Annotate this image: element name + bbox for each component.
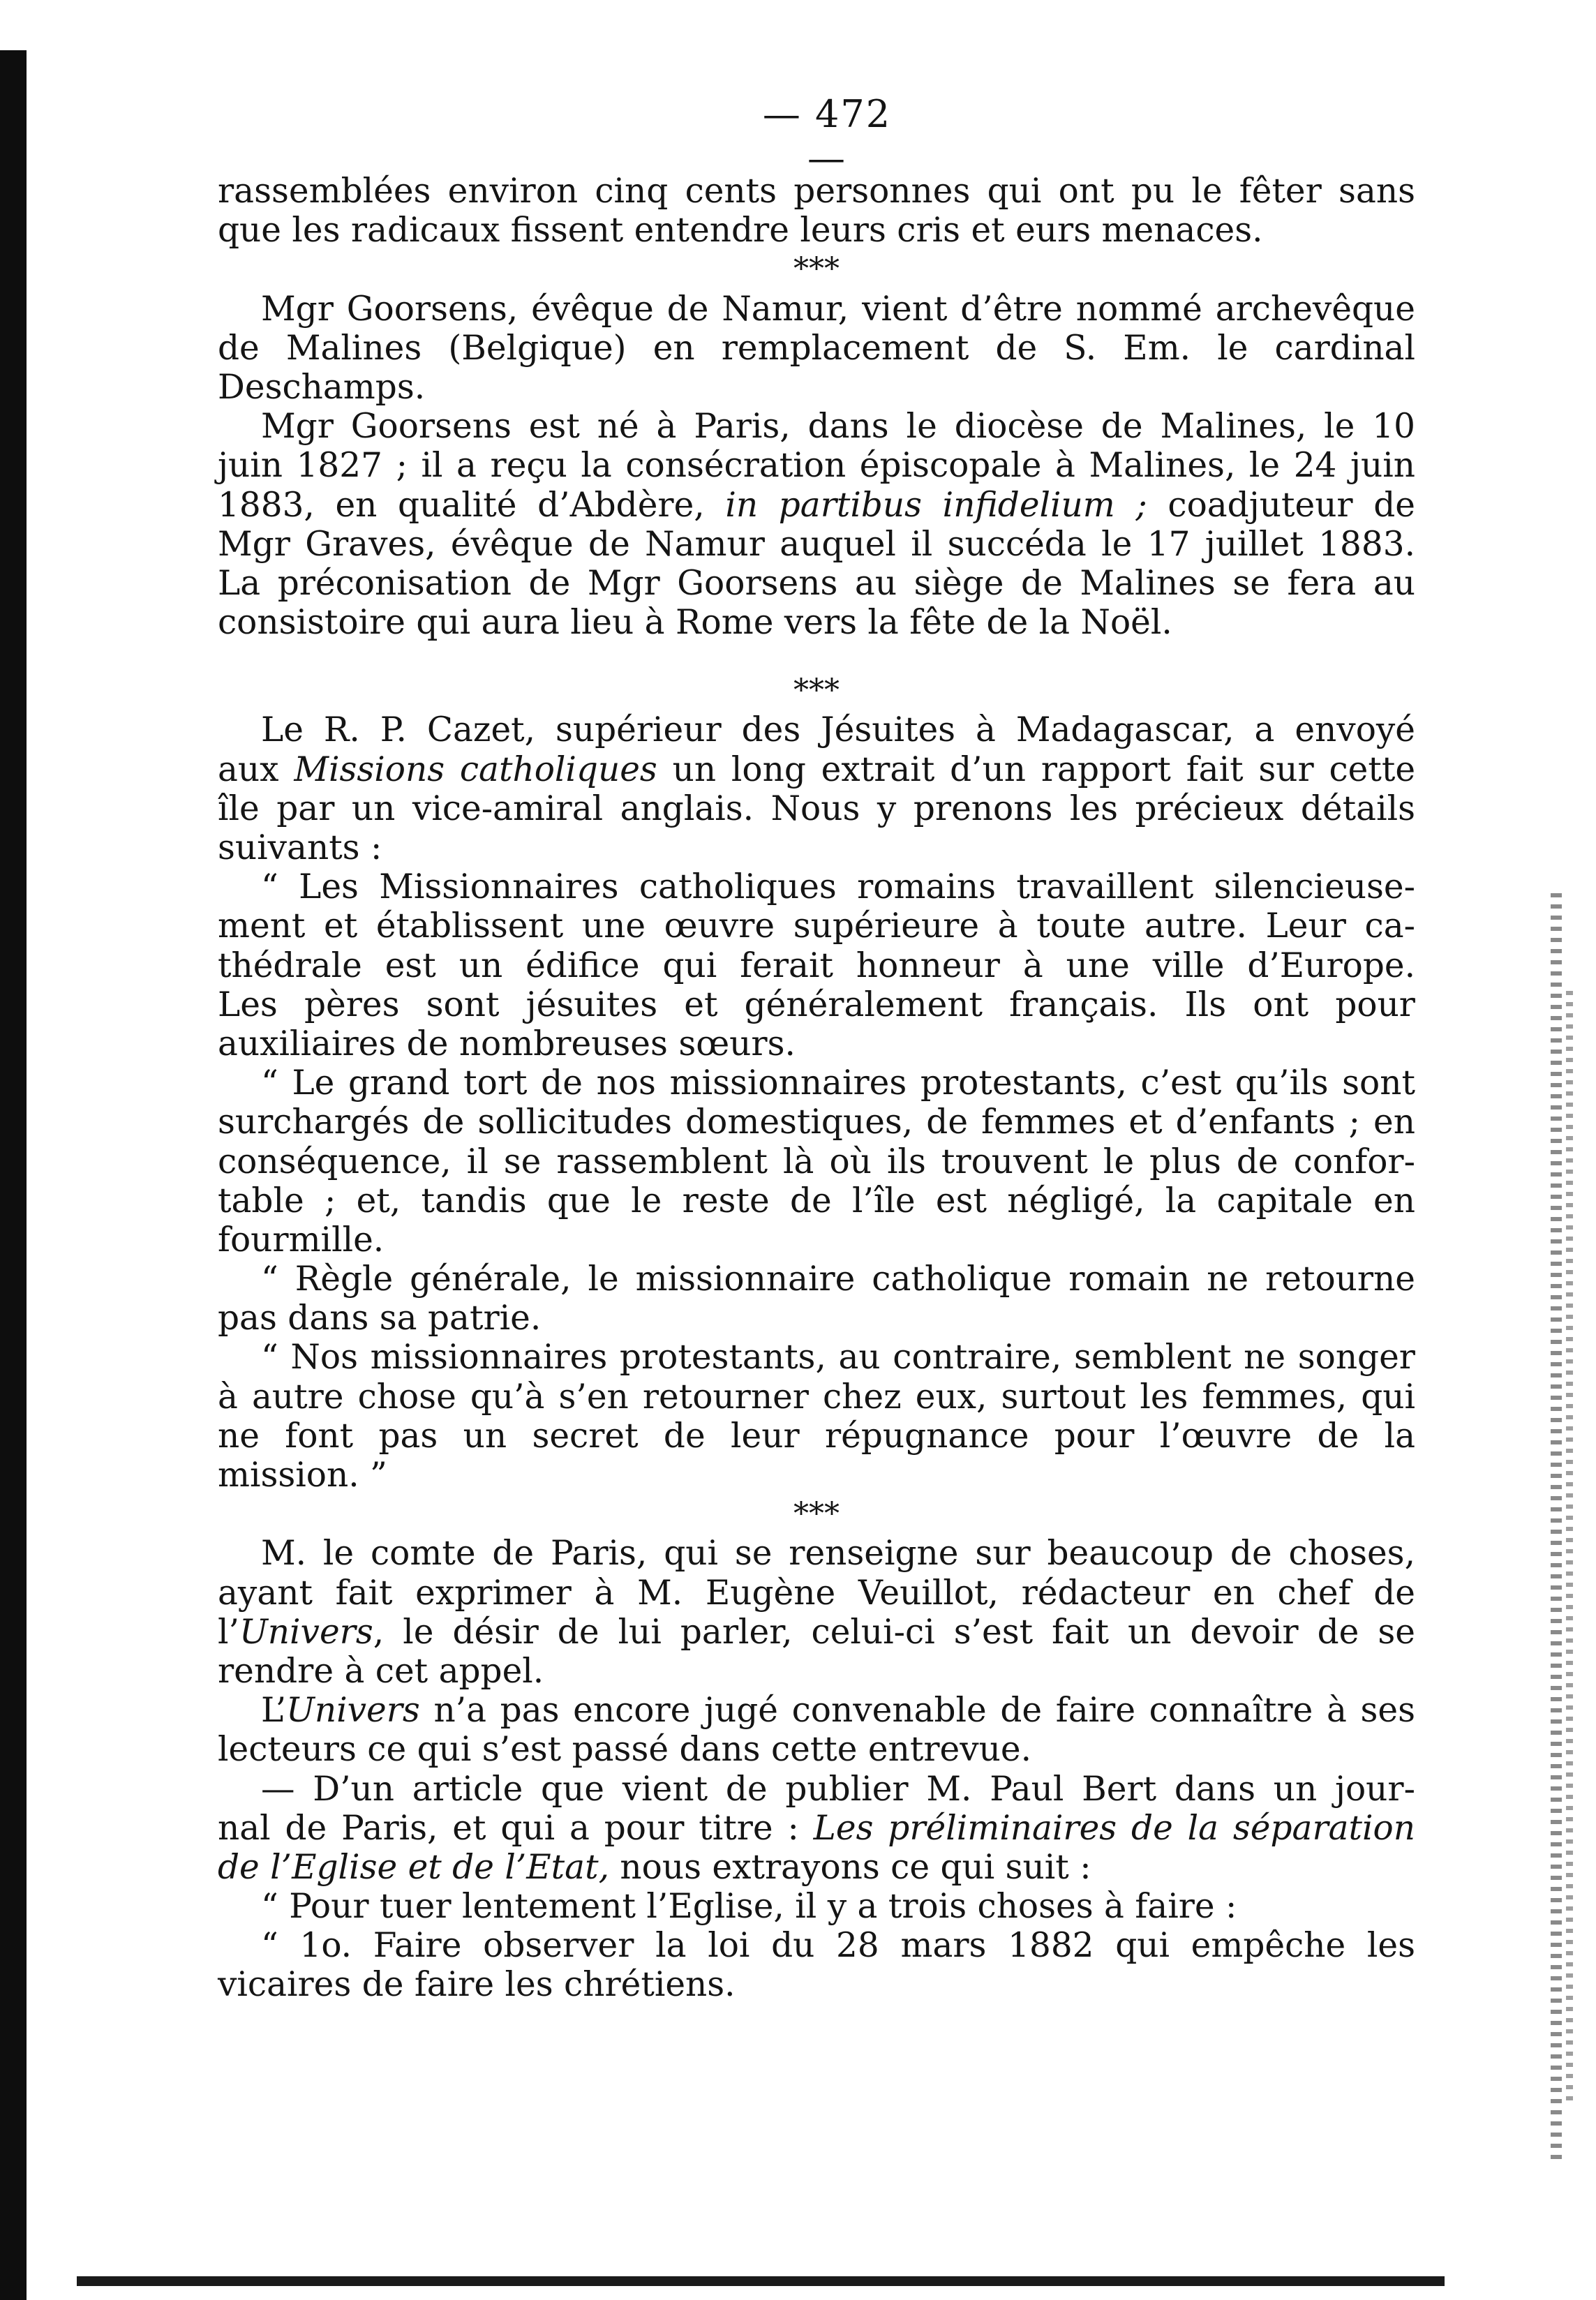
text-line: auxiliaires de nombreuses sœurs. bbox=[218, 1024, 796, 1063]
text-line: Mgr Goorsens, évêque de Namur, vient d’être nommé archevêque bbox=[261, 289, 1415, 329]
text-segment: aux bbox=[218, 749, 294, 789]
body-text bbox=[218, 172, 1415, 2005]
text-line: rassemblées environ cinq cents personnes qui ont pu le fêter sans bbox=[218, 172, 1415, 211]
text-line: ne font pas un secret de leur répugnance pour l’œuvre de la bbox=[218, 1416, 1415, 1456]
text-segment: , le désir de lui parler, celui-ci s’est fait un devoir de se bbox=[373, 1612, 1415, 1652]
text-line bbox=[218, 1691, 1415, 1730]
text-segment: l’ bbox=[218, 1612, 239, 1652]
scan-edge-right bbox=[1551, 893, 1562, 2163]
text-line: que les radicaux fissent entendre leurs cris et eurs menaces. bbox=[218, 211, 1263, 251]
italic-text: Univers bbox=[239, 1612, 373, 1652]
text-line: Mgr Graves, évêque de Namur auquel il succéda le 17 juillet 1883. bbox=[218, 524, 1415, 564]
text-segment: L’ bbox=[261, 1691, 286, 1731]
scan-edge-right-inner bbox=[1566, 991, 1573, 2107]
page-number: — 472 — bbox=[762, 92, 892, 180]
text-line: mission. ” bbox=[218, 1456, 387, 1495]
text-line bbox=[218, 486, 1415, 525]
text-line: “ Pour tuer lentement l’Eglise, il y a trois choses à faire : bbox=[261, 1887, 1237, 1927]
italic-text: Missions catholiques bbox=[294, 749, 657, 789]
text-line: “ Nos missionnaires protestants, au contraire, semblent ne songer bbox=[261, 1338, 1415, 1377]
text-line: conséquence, il se rassemblent là où ils trouvent le plus de confor- bbox=[218, 1142, 1415, 1181]
text-line: consistoire qui aura lieu à Rome vers la fête de la Noël. bbox=[218, 603, 1172, 643]
text-line: Deschamps. bbox=[218, 367, 426, 407]
text-line bbox=[218, 1613, 1415, 1652]
text-line: fourmille. bbox=[218, 1220, 385, 1260]
text-line: table ; et, tandis que le reste de l’île est négligé, la capitale en bbox=[218, 1181, 1415, 1220]
text-line: La préconisation de Mgr Goorsens au siège de Malines se fera au bbox=[218, 563, 1415, 603]
text-line: vicaires de faire les chrétiens. bbox=[218, 1965, 736, 2005]
text-segment: n’a pas encore jugé convenable de faire connaître à ses bbox=[419, 1691, 1415, 1731]
text-line: “ Les Missionnaires catholiques romains travaillent silencieuse- bbox=[261, 867, 1415, 907]
asterism-separator: *** bbox=[793, 251, 840, 288]
text-line: “ Le grand tort de nos missionnaires protestants, c’est qu’ils sont bbox=[261, 1063, 1415, 1103]
italic-text: de l’Eglise et de l’Etat, bbox=[218, 1847, 609, 1887]
text-line: Le R. P. Cazet, supérieur des Jésuites à Madagascar, a envoyé bbox=[261, 710, 1415, 750]
text-line bbox=[218, 1848, 1415, 1887]
asterism-separator: *** bbox=[793, 673, 840, 709]
scan-border-left bbox=[0, 50, 27, 2300]
asterism-separator: *** bbox=[793, 1496, 840, 1532]
italic-text: Univers bbox=[286, 1691, 420, 1731]
text-segment: un long extrait d’un rapport fait sur cette bbox=[657, 749, 1416, 789]
text-line: à autre chose qu’à s’en retourner chez eux, surtout les femmes, qui bbox=[218, 1377, 1415, 1417]
text-line: surchargés de sollicitudes domestiques, de femmes et d’enfants ; en bbox=[218, 1103, 1415, 1142]
text-segment: coadjuteur de bbox=[1147, 485, 1415, 525]
text-line: “ Règle générale, le missionnaire catholique romain ne retourne bbox=[261, 1260, 1415, 1299]
text-line: suivants : bbox=[218, 828, 382, 867]
text-line: ayant fait exprimer à M. Eugène Veuillot, rédacteur en chef de bbox=[218, 1573, 1415, 1613]
text-line: M. le comte de Paris, qui se renseigne sur beaucoup de choses, bbox=[261, 1534, 1415, 1574]
text-segment: nous extrayons ce qui suit : bbox=[609, 1847, 1091, 1887]
text-line: pas dans sa patrie. bbox=[218, 1299, 542, 1338]
scan-border-bottom bbox=[77, 2276, 1445, 2286]
text-line: lecteurs ce qui s’est passé dans cette entrevue. bbox=[218, 1730, 1031, 1770]
text-line: Mgr Goorsens est né à Paris, dans le diocèse de Malines, le 10 bbox=[261, 407, 1415, 447]
text-line: juin 1827 ; il a reçu la consécration épiscopale à Malines, le 24 juin bbox=[218, 446, 1415, 486]
text-line: île par un vice-amiral anglais. Nous y prenons les précieux détails bbox=[218, 789, 1415, 828]
text-line bbox=[218, 750, 1415, 789]
text-line: Les pères sont jésuites et généralement français. Ils ont pour bbox=[218, 985, 1415, 1024]
text-line bbox=[218, 1809, 1415, 1848]
text-line: thédrale est un édifice qui ferait honneur à une ville d’Europe. bbox=[218, 946, 1415, 985]
text-line: ment et établissent une œuvre supérieure à toute autre. Leur ca- bbox=[218, 906, 1415, 946]
italic-text: in partibus infidelium ; bbox=[725, 485, 1147, 525]
italic-text: Les préliminaires de la séparation bbox=[813, 1808, 1415, 1848]
text-segment: 1883, en qualité d’Abdère, bbox=[218, 485, 726, 525]
text-line: “ 1o. Faire observer la loi du 28 mars 1882 qui empêche les bbox=[261, 1926, 1415, 1966]
text-line: rendre à cet appel. bbox=[218, 1651, 544, 1691]
text-line: de Malines (Belgique) en remplacement de S. Em. le cardinal bbox=[218, 328, 1415, 368]
spacer bbox=[218, 642, 1415, 671]
text-line: — D’un article que vient de publier M. Paul Bert dans un jour- bbox=[261, 1769, 1415, 1809]
text-segment: nal de Paris, et qui a pour titre : bbox=[218, 1808, 814, 1848]
